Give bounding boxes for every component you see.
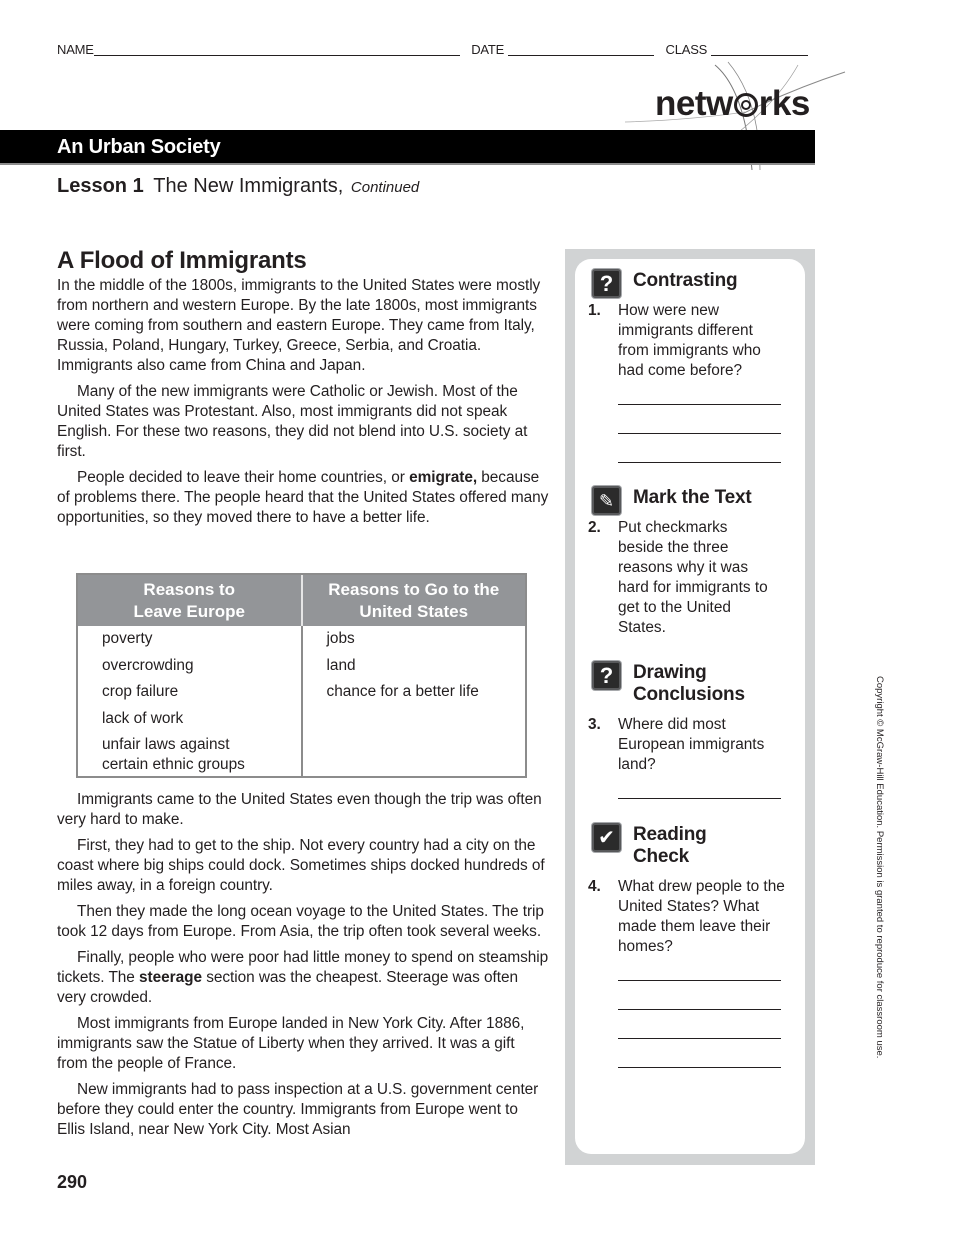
paragraph <box>57 948 549 1008</box>
checkmark-icon: ✔ <box>592 823 621 852</box>
section-header <box>575 823 805 877</box>
question-2 <box>588 518 813 638</box>
question-number: 1. <box>588 302 601 319</box>
logo-target-icon <box>734 93 758 117</box>
paragraph-text: Finally, people who were poor had little money to spend on steamship tickets. The <box>57 949 549 986</box>
main-content-top <box>57 246 549 534</box>
answer-line[interactable] <box>618 1010 781 1039</box>
vocab-term-steerage: steerage <box>139 969 202 986</box>
logo-text-end: rks <box>758 84 810 123</box>
name-label: NAME <box>57 42 94 57</box>
header-line: Leave Europe <box>133 602 245 621</box>
question-number: 2. <box>588 519 601 536</box>
lesson-heading <box>57 175 419 198</box>
table-cell: unfair laws against certain ethnic groups <box>102 736 245 773</box>
question-number: 4. <box>588 878 601 895</box>
table-cell: crop failure <box>102 683 179 700</box>
section-title: Contrasting <box>633 270 738 291</box>
lesson-continued: Continued <box>350 179 420 196</box>
go-to-us-column <box>303 626 526 776</box>
header-line: Reasons to Go to the <box>328 580 500 599</box>
sidebar-section-reading-check <box>575 823 805 1068</box>
question-3 <box>588 715 813 775</box>
table-cell: overcrowding <box>102 656 194 674</box>
section-heading: A Flood of Immigrants <box>57 247 307 274</box>
chapter-banner <box>0 130 815 165</box>
date-label: DATE <box>471 42 505 57</box>
sidebar-section-drawing-conclusions <box>575 661 805 799</box>
class-field[interactable] <box>711 42 808 56</box>
table-header-leave-europe <box>78 575 303 626</box>
leave-europe-column <box>78 626 303 776</box>
paragraph: Most immigrants from Europe landed in New York City. After 1886, immigrants saw the Statue of Liberty when they arrived. It was a gift from the people of France. <box>57 1015 525 1072</box>
question-number: 3. <box>588 716 601 733</box>
mark-text-icon: ✎ <box>592 486 621 515</box>
chapter-title: An Urban Society <box>57 136 221 158</box>
table-header-go-to-us <box>303 575 526 626</box>
question-text: Put checkmarks beside the three reasons why it was hard for immigrants to get to the United States. <box>618 519 768 636</box>
sidebar-panel <box>575 259 805 1154</box>
question-text: What drew people to the United States? What made them leave their homes? <box>618 878 785 955</box>
section-title: Mark the Text <box>633 487 752 508</box>
answer-line[interactable] <box>618 957 781 981</box>
paragraph: First, they had to get to the ship. Not every country had a city on the coast where big ships could dock. Sometimes ships docked hundreds of miles away, in a foreign country. <box>57 837 545 894</box>
paragraph-text: because of problems there. The people heard that the United States offered many opportunities, so they moved there to have a better life. <box>57 469 549 526</box>
sidebar-section-contrasting <box>575 269 805 463</box>
paragraph-text: People decided to leave their home countries, or <box>77 469 410 486</box>
answer-line[interactable] <box>618 405 781 434</box>
paragraph: Many of the new immigrants were Catholic or Jewish. Most of the United States was Protestant. Also, most immigrants did not speak English. For these two reasons, they did not blend into U.S. society at first. <box>57 383 528 460</box>
question-text: How were new immigrants different from immigrants who had come before? <box>618 302 761 379</box>
section-title: Reading Check <box>633 824 707 867</box>
answer-line[interactable] <box>618 1039 781 1068</box>
student-info-fields <box>57 42 808 57</box>
section-header <box>575 486 805 518</box>
section-header <box>575 269 805 301</box>
sidebar-frame <box>565 249 815 1165</box>
table-cell: land <box>326 656 356 674</box>
question-icon: ? <box>592 661 621 690</box>
date-field[interactable] <box>508 42 654 56</box>
paragraph: In the middle of the 1800s, immigrants to the United States were mostly from northern and western Europe. By the late 1800s, most immigrants were coming from southern and eastern Europe. They came from Italy, Russia, Poland, Hungary, Turkey, Greece, Serbia, and Croatia. Immigrants also came from China and Japan. <box>57 277 541 374</box>
table-cell: poverty <box>102 630 153 647</box>
lesson-title: The New Immigrants, <box>153 175 344 197</box>
answer-line[interactable] <box>618 775 781 799</box>
class-label: CLASS <box>665 42 708 57</box>
vocab-term-emigrate: emigrate, <box>409 469 478 486</box>
question-1 <box>588 301 813 381</box>
lesson-number: Lesson 1 <box>57 175 144 197</box>
question-icon: ? <box>592 269 621 298</box>
header-line: United States <box>359 602 469 621</box>
answer-line[interactable] <box>618 981 781 1010</box>
table-cell: chance for a better life <box>326 683 479 700</box>
logo-text-start: netw <box>655 84 733 123</box>
page-number: 290 <box>57 1172 88 1192</box>
sidebar-section-mark-the-text <box>575 486 805 638</box>
table-header-row <box>78 575 525 626</box>
table-cell: lack of work <box>102 709 184 727</box>
paragraph <box>57 468 549 528</box>
section-title: Drawing Conclusions <box>633 662 745 705</box>
copyright-notice: Copyright © McGraw-Hill Education. Permission is granted to reproduce for classroom use. <box>874 676 885 1059</box>
paragraph-text: section was the cheapest. Steerage was often very crowded. <box>57 969 518 1006</box>
section-header <box>575 661 805 715</box>
question-text: Where did most European immigrants land? <box>618 716 765 773</box>
paragraph: Immigrants came to the United States even though the trip was often very hard to make. <box>57 791 542 828</box>
answer-line[interactable] <box>618 381 781 405</box>
networks-logo <box>655 86 810 121</box>
paragraph: New immigrants had to pass inspection at a U.S. government center before they could enter the country. Immigrants from Europe went to Ellis Island, near New York City. Most Asian <box>57 1081 539 1138</box>
reasons-table <box>76 573 527 778</box>
name-field[interactable] <box>94 42 460 56</box>
table-body <box>78 626 525 776</box>
answer-line[interactable] <box>618 434 781 463</box>
question-4 <box>588 877 813 957</box>
header-line: Reasons to <box>143 580 236 599</box>
table-cell: jobs <box>326 630 355 647</box>
main-content-bottom <box>57 790 549 1146</box>
paragraph: Then they made the long ocean voyage to the United States. The trip took 12 days from Europe. From Asia, the trip often took several weeks. <box>57 903 544 940</box>
